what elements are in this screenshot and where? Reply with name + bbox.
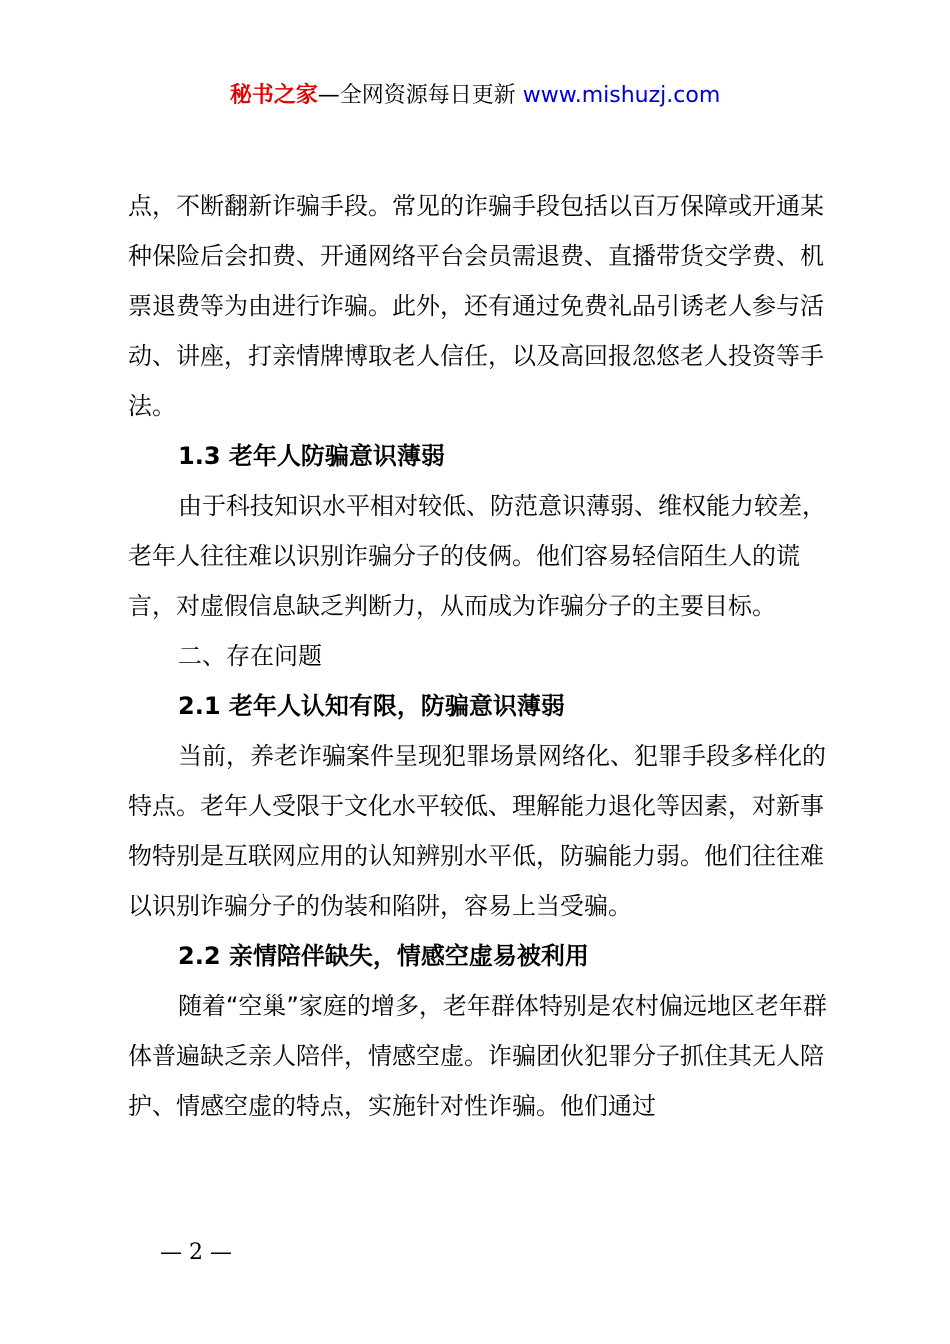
section-title: 二、存在问题 (178, 642, 322, 670)
page-number: — 2 — (160, 1240, 232, 1265)
paragraph: 由于科技知识水平相对较低、防范意识薄弱、维权能力较差，老年人往往难以识别诈骗分子的伎俩。他们容易轻信陌生人的谎言，对虚假信息缺乏判断力，从而成为诈骗分子的主要目标。 (128, 492, 826, 620)
section-heading: 1.3 老年人防骗意识薄弱 (178, 442, 445, 470)
document-body (128, 181, 834, 1131)
paragraph: 随着“空巢”家庭的增多，老年群体特别是农村偏远地区老年群体普遍缺乏亲人陪伴，情感空虚。诈骗团伙犯罪分子抓住其无人陪护、情感空虚的特点，实施针对性诈骗。他们通过 (128, 992, 827, 1120)
page-header (0, 80, 950, 112)
section-heading: 2.1 老年人认知有限，防骗意识薄弱 (178, 692, 565, 720)
paragraph: 当前，养老诈骗案件呈现犯罪场景网络化、犯罪手段多样化的特点。老年人受限于文化水平较低、理解能力退化等因素，对新事物特别是互联网应用的认知辨别水平低，防骗能力弱。他们往往难以识别诈骗分子的伪装和陷阱，容易上当受骗。 (128, 742, 826, 920)
header-url[interactable]: www.mishuzj.com (522, 83, 721, 108)
header-brand: 秘书之家 (229, 83, 318, 108)
header-tagline: —全网资源每日更新 (317, 83, 523, 108)
paragraph: 点，不断翻新诈骗手段。常见的诈骗手段包括以百万保障或开通某种保险后会扣费、开通网络平台会员需退费、直播带货交学费、机票退费等为由进行诈骗。此外，还有通过免费礼品引诱老人参与活动、讲座，打亲情牌博取老人信任，以及高回报忽悠老人投资等手法。 (128, 192, 824, 420)
section-heading: 2.2 亲情陪伴缺失，情感空虚易被利用 (178, 942, 589, 970)
